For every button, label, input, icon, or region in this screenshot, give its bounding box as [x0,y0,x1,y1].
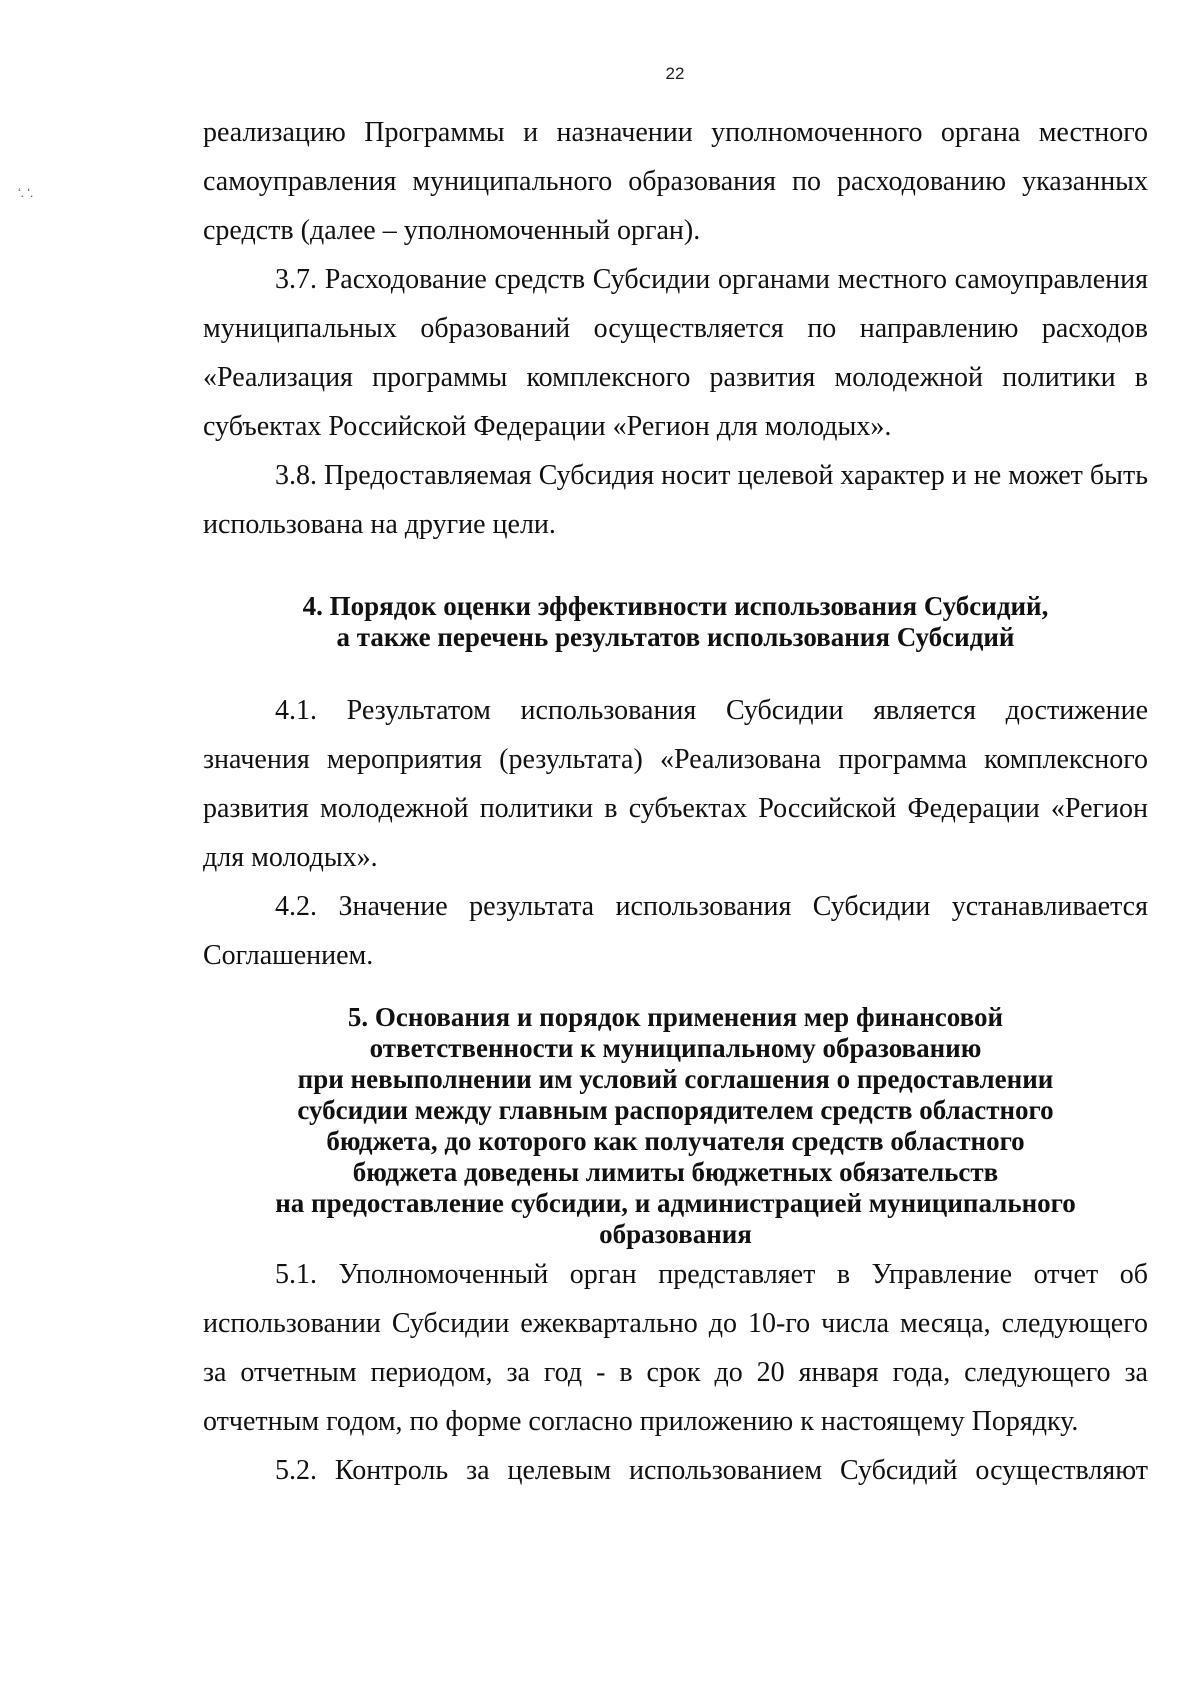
section-4-title-line: а также перечень результатов использования Субсидий [336,622,1015,652]
paragraph-4-1: 4.1. Результатом использования Субсидии является достижение значения мероприятия (результата) «Реализована программа комплексного развития молодежной политики в субъектах Российской Федерации «Регион для молодых». [203,695,1148,873]
section-5-title-line: бюджета доведены лимиты бюджетных обязательств [352,1157,999,1187]
section-5-heading [203,1002,1148,1250]
top-text-block [203,108,1148,549]
paragraph-continuation: реализацию Программы и назначении уполномоченного органа местного самоуправления муниципального образования по расходованию указанных средств (далее – уполномоченный орган). [203,117,1148,246]
section-4-title-line: 4. Порядок оценки эффективности использования Субсидий, [302,591,1049,621]
paragraph-5-1: 5.1. Уполномоченный орган представляет в Управление отчет об использовании Субсидии ежеквартально до 10-го числа месяца, следующего за отчетным периодом, за год - в срок до 20 января года, следующего за отчетным годом, по форме согласно приложению к настоящему Порядку. [203,1259,1148,1437]
section-5-title-line: при невыполнении им условий соглашения о предоставлении [297,1064,1054,1094]
section-5-title-line: образования [599,1219,752,1249]
section-5-title-line: субсидии между главным распорядителем средств областного [297,1095,1054,1125]
page-number: 22 [665,64,685,83]
paragraph-5-2: 5.2. Контроль за целевым использованием Субсидий осуществляют [275,1455,1148,1486]
paragraph-4-2: 4.2. Значение результата использования Субсидии устанавливается Соглашением. [203,891,1148,971]
paragraph-3-8: 3.8. Предоставляемая Субсидия носит целевой характер и не может быть использована на другие цели. [203,460,1148,540]
section-5-body [203,1250,1148,1495]
section-5-title-line: на предоставление субсидии, и администрацией муниципального [275,1188,1076,1218]
section-5-title-line: бюджета, до которого как получателя средств областного [326,1126,1025,1156]
section-5-title-line: ответственности к муниципальному образованию [369,1033,982,1063]
section-5-title-line: 5. Основания и порядок применения мер финансовой [347,1002,1004,1032]
paragraph-3-7: 3.7. Расходование средств Субсидии органами местного самоуправления муниципальных образований осуществляется по направлению расходов «Реализация программы комплексного развития молодежной политики в субъектах Российской Федерации «Регион для молодых». [203,264,1148,442]
section-4-body [203,686,1148,980]
section-4-heading [203,591,1148,653]
margin-artifact: ʻ. ʻ. [18,186,34,200]
